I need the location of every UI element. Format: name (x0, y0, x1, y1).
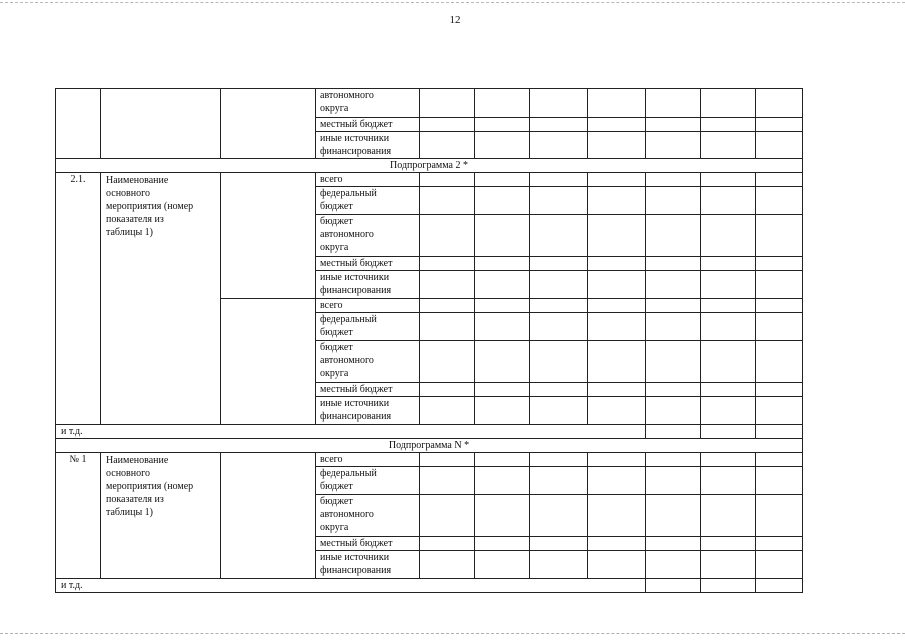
funding-source-cell: местный бюджет (316, 118, 420, 132)
funding-source-cell: всего (316, 299, 420, 313)
activity-number: № 1 (56, 453, 101, 579)
funding-source-cell: иные источники финансирования (316, 132, 420, 159)
activity-name-text: Наименование основного мероприятия (номер показателя из таблицы 1) (106, 455, 194, 518)
activity-number: 2.1. (56, 173, 101, 425)
subprogram-header-row (56, 159, 803, 173)
funding-source-cell: иные источники финансирования (316, 271, 420, 299)
funding-source-cell: бюджет автономного округа (316, 215, 420, 257)
funding-source-cell: бюджет автономного округа (316, 341, 420, 383)
etc-row (56, 579, 803, 593)
funding-source-cell: бюджет автономного округа (316, 495, 420, 537)
funding-source-cell: местный бюджет (316, 383, 420, 397)
page-number: 12 (449, 14, 461, 26)
activity-name (101, 173, 221, 425)
activity-name (101, 453, 221, 579)
table-row (56, 173, 803, 187)
table-row (56, 89, 803, 118)
funding-source-cell: федеральный бюджет (316, 187, 420, 215)
funding-source-cell: всего (316, 173, 420, 187)
scan-artifact-bottom (0, 633, 905, 634)
funding-source-cell: местный бюджет (316, 537, 420, 551)
funding-source-cell: федеральный бюджет (316, 467, 420, 495)
executor-cell (221, 89, 316, 159)
funding-source-cell: иные источники финансирования (316, 551, 420, 579)
budget-table (55, 88, 803, 593)
scan-artifact-top (0, 2, 905, 3)
funding-source-cell: автономного округа (316, 89, 420, 118)
activity-name-text: Наименование основного мероприятия (номер показателя из таблицы 1) (106, 175, 194, 238)
etc-label: и т.д. (56, 579, 646, 593)
funding-source-cell: федеральный бюджет (316, 313, 420, 341)
funding-source-cell: всего (316, 453, 420, 467)
executor-cell (221, 173, 316, 299)
activity-name-cell (101, 89, 221, 159)
subprogram-header: Подпрограмма 2 * (56, 159, 803, 173)
number-cell (56, 89, 101, 159)
funding-source-cell: местный бюджет (316, 257, 420, 271)
funding-source-cell: иные источники финансирования (316, 397, 420, 425)
executor-cell (221, 453, 316, 579)
etc-row (56, 425, 803, 439)
etc-label: и т.д. (56, 425, 646, 439)
executor-cell (221, 299, 316, 425)
table-row (56, 453, 803, 467)
subprogram-header-row (56, 439, 803, 453)
subprogram-header: Подпрограмма N * (56, 439, 803, 453)
